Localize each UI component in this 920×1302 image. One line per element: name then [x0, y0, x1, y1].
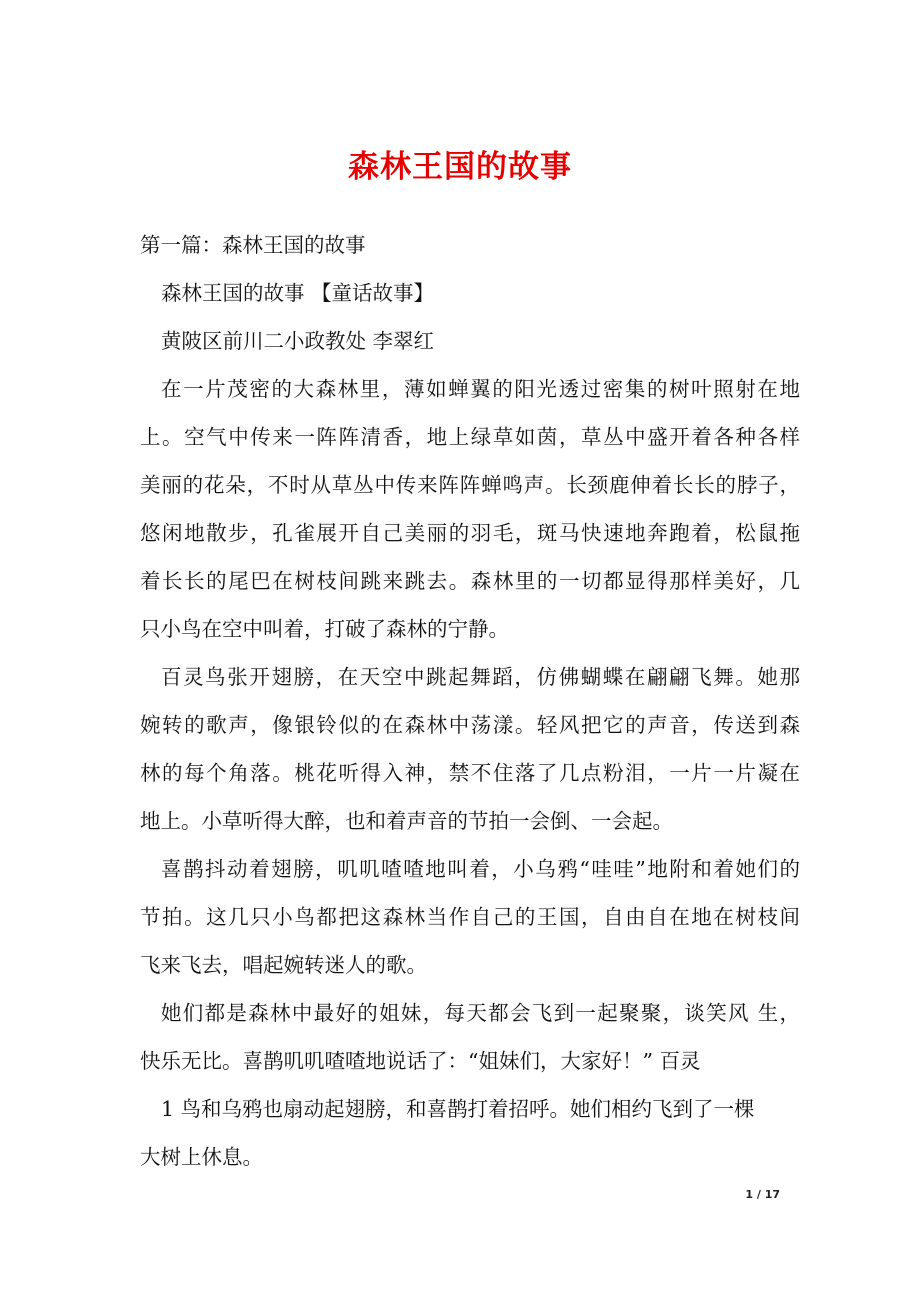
paragraph-line: 地上。小草听得大醉，也和着声音的节拍一会倒、一会起。: [140, 809, 673, 833]
paragraph-line: 林的每个角落。桃花听得入神，禁不住落了几点粉泪，一片一片凝在: [140, 761, 800, 785]
paragraph-line: 只小鸟在空中叫着，打破了森林的宁静。: [140, 617, 509, 641]
paragraph-line: 喜鹊抖动着翅膀，叽叽喳喳地叫着，小乌鸦“哇哇”地附和着她们的: [161, 857, 800, 881]
section-heading: 第一篇：森林王国的故事: [140, 233, 366, 257]
paragraph-line: 节拍。这几只小鸟都把这森林当作自己的王国，自由自在地在树枝间: [140, 905, 800, 929]
document-title: 森林王国的故事: [348, 149, 572, 185]
author-line: 黄陂区前川二小政教处 李翠红: [161, 329, 435, 353]
paragraph-line: 美丽的花朵，不时从草丛中传来阵阵蝉鸣声。长颈鹿伸着长长的脖子，: [140, 473, 800, 497]
paragraph-line: 飞来飞去，唱起婉转迷人的歌。: [140, 953, 427, 977]
paragraph-line: 上。空气中传来一阵阵清香，地上绿草如茵，草丛中盛开着各种各样: [140, 425, 800, 449]
paragraph-line: 1 鸟和乌鸦也扇动起翅膀，和喜鹊打着招呼。她们相约飞到了一棵: [161, 1097, 755, 1121]
paragraph-line: 悠闲地散步，孔雀展开自己美丽的羽毛，斑马快速地奔跑着，松鼠拖: [140, 521, 800, 545]
paragraph-line: 快乐无比。喜鹊叽叽喳喳地说话了：“姐妹们，大家好！” 百灵: [140, 1049, 701, 1073]
paragraph-line: 婉转的歌声，像银铃似的在森林中荡漾。轻风把它的声音，传送到森: [140, 713, 800, 737]
paragraph-line: 大树上休息。: [140, 1145, 263, 1169]
paragraph-line: 在一片茂密的大森林里，薄如蝉翼的阳光透过密集的树叶照射在地: [161, 377, 800, 401]
paragraph-line: 她们都是森林中最好的姐妹，每天都会飞到一起聚聚，谈笑风 生，: [161, 1001, 800, 1025]
paragraph-line: 百灵鸟张开翅膀，在天空中跳起舞蹈，仿佛蝴蝶在翩翩飞舞。她那: [161, 665, 800, 689]
story-subtitle: 森林王国的故事 【童话故事】: [161, 281, 435, 305]
paragraph-line: 着长长的尾巴在树枝间跳来跳去。森林里的一切都显得那样美好，几: [140, 569, 800, 593]
page-number: 1 / 17: [745, 1188, 780, 1201]
